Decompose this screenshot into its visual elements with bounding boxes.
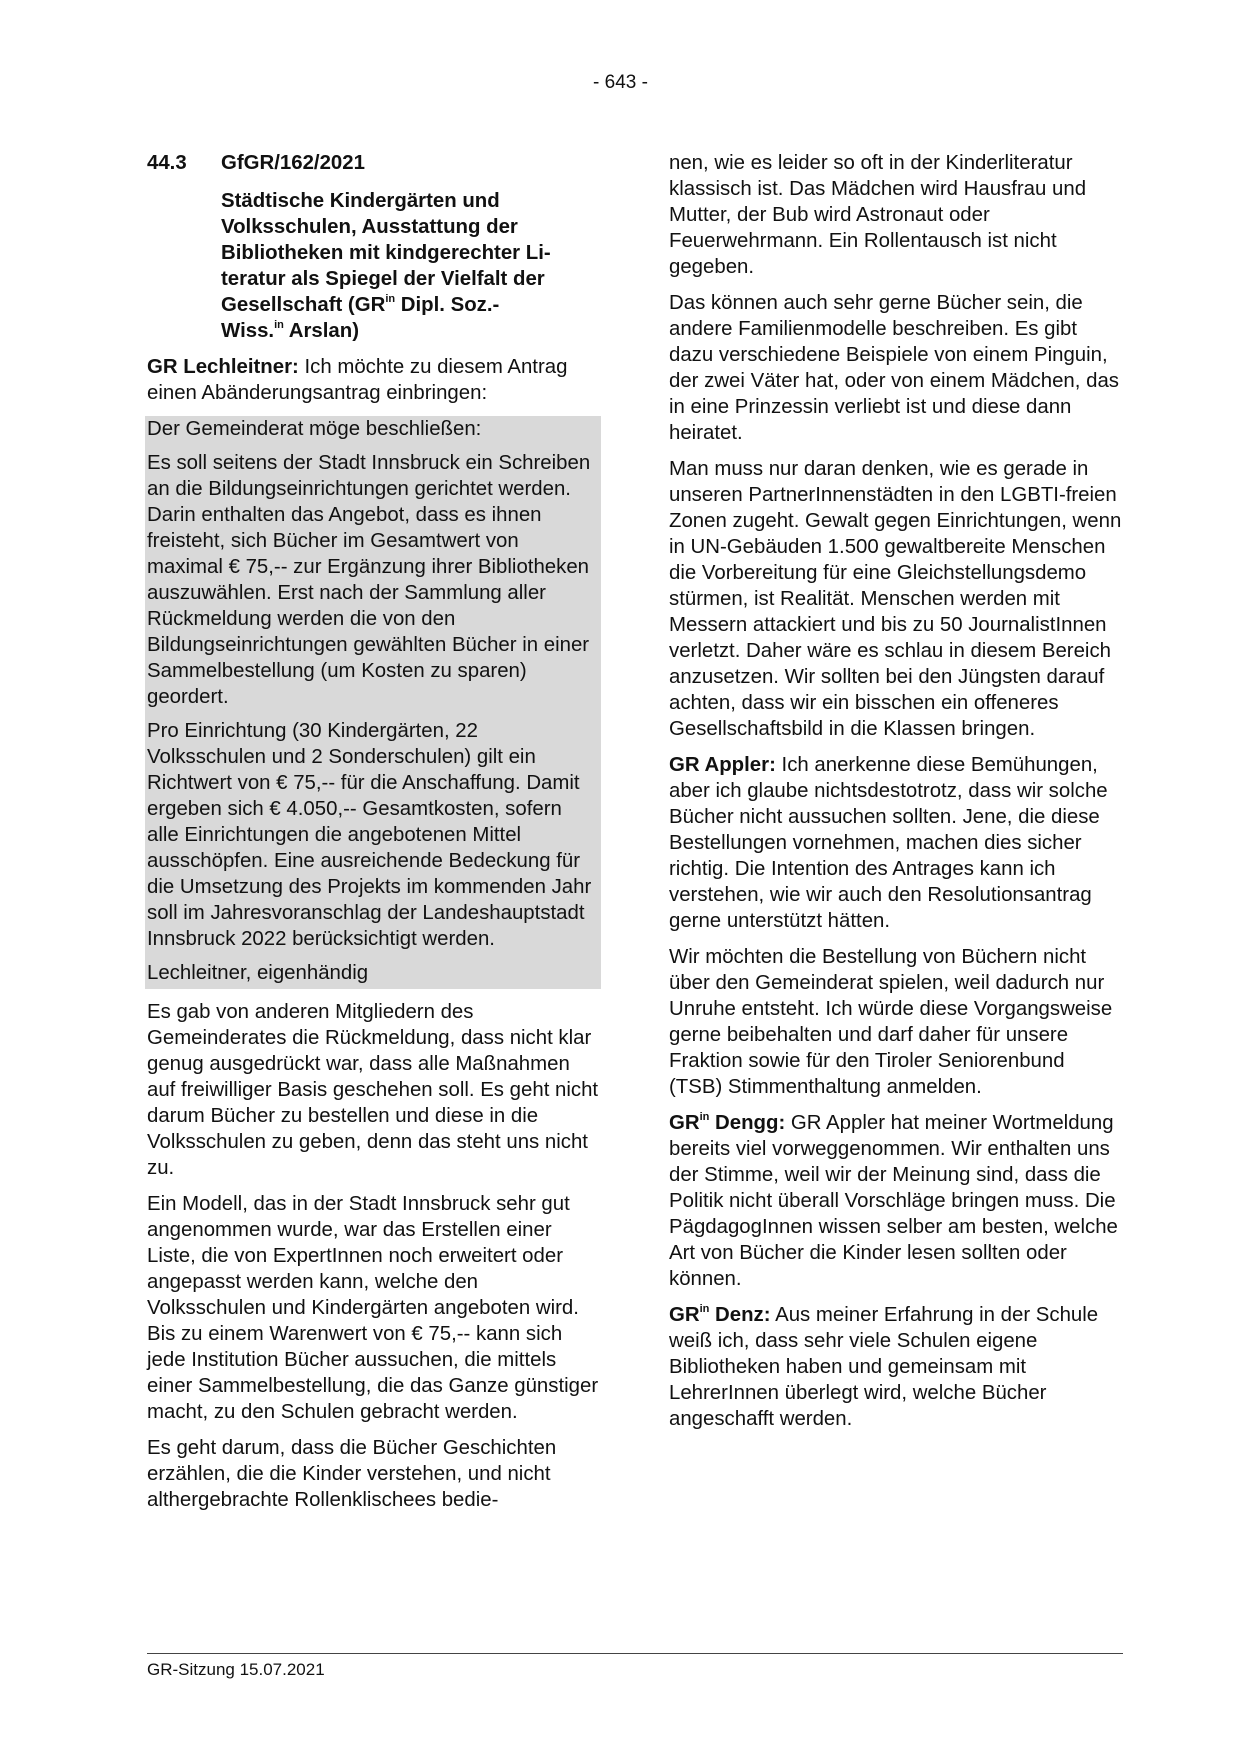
paragraph: Man muss nur daran denken, wie es gerade in unseren PartnerInnenstädten in den LGBTI-freien Zonen zugeht. Gewalt gegen Einrichtungen, wenn in UN-Gebäuden 1.500 gewaltbereite Menschen die Vorbereitung für eine Gleichstellungsdemo stürmen, ist Realität. Menschen werden mit Messern attackiert und bis zu 50 JournalistInnen verletzt. Daher wäre es schlau in diesem Bereich anzusetzen. Wir sollten bei den Jüngsten darauf achten, dass wir ein bisschen ein offeneres Gesellschaftsbild in die Klassen bringen. (669, 458, 1122, 740)
title-line: Gesellschaft ($GR^{in}$ Dipl. Soz.- (221, 293, 500, 316)
speech-denz: $GR^{in}$ Denz: Aus meiner Erfahrung in der Schule weiß ich, dass sehr viele Schulen eigene Bibliotheken haben und gemeinsam mit LehrerInnen überlegt wird, welche Bücher angeschafft werden. (669, 1303, 1099, 1430)
page-number: - 643 - (593, 72, 648, 93)
footer-session-date: GR-Sitzung 15.07.2021 (147, 1660, 325, 1679)
footer-divider (147, 1653, 1123, 1654)
agenda-item-code: GfGR/162/2021 (221, 152, 365, 174)
paragraph: Das können auch sehr gerne Bücher sein, die andere Familienmodelle beschreiben. Es gibt dazu verschiedene Beispiele von einem Pinguin, der zwei Väter hat, oder von einem Mädchen, das in eine Prinzessin verliebt ist und diese dann heiratet. (669, 292, 1119, 444)
agenda-item-number: 44.3 (147, 152, 187, 174)
motion-paragraph: Es soll seitens der Stadt Innsbruck ein Schreiben an die Bildungseinrichtungen gerichtet werden. Darin enthalten das Angebot, dass es ihnen freisteht, sich Bücher im Gesamtwert von maximal € 75,-- zur Ergänzung ihrer Bibliotheken auszuwählen. Erst nach der Sammlung aller Rückmeldung werden die von den Bildungseinrichtungen gewählten Bücher in einer Sammelbestellung (um Kosten zu sparen) geordert. (147, 452, 591, 708)
agenda-item-header (147, 150, 599, 176)
paragraph: nen, wie es leider so oft in der Kinderliteratur klassisch ist. Das Mädchen wird Hausfrau und Mutter, der Bub wird Astronaut oder Feuerwehrmann. Ein Rollentausch ist nicht gegeben. (669, 152, 1087, 278)
paragraph: Ein Modell, das in der Stadt Innsbruck sehr gut angenommen wurde, war das Erstellen einer Liste, die von ExpertInnen noch erweitert oder angepasst werden kann, welche den Volksschulen und Kindergärten angeboten wird. Bis zu einem Warenwert von € 75,-- kann sich jede Institution Bücher aussuchen, die mittels einer Sammelbestellung, die das Ganze günstiger macht, zu den Schulen gebracht werden. (147, 1193, 599, 1423)
motion-signature: Lechleitner, eigenhändig (147, 962, 369, 984)
amendment-motion-box (145, 416, 601, 989)
title-line: teratur als Spiegel der Vielfalt der (221, 268, 545, 290)
speaker-name: $GR^{in}$ Denz: (669, 1303, 771, 1326)
right-column (669, 150, 1123, 1442)
motion-paragraph: Pro Einrichtung (30 Kindergärten, 22 Volksschulen und 2 Sonderschulen) gilt ein Richtwert von € 75,-- für die Anschaffung. Damit ergeben sich € 4.050,-- Gesamtkosten, sofern alle Einrichtungen die angebotenen Mittel ausschöpfen. Eine ausreichende Bedeckung für die Umsetzung des Projekts im kommenden Jahr soll im Jahresvoranschlag der Landeshauptstadt Innsbruck 2022 berücksichtigt werden. (147, 720, 592, 950)
speaker-name: GR Appler: (669, 754, 776, 776)
agenda-item-title (221, 188, 599, 344)
paragraph: Wir möchten die Bestellung von Büchern nicht über den Gemeinderat spielen, weil dadurch nur Unruhe entsteht. Ich würde diese Vorgangsweise gerne beibehalten und darf daher für unsere Fraktion sowie für den Tiroler Seniorenbund (TSB) Stimmenthaltung anmelden. (669, 946, 1113, 1098)
motion-intro: Der Gemeinderat möge beschließen: (147, 418, 482, 440)
paragraph: Es geht darum, dass die Bücher Geschichten erzählen, die die Kinder verstehen, und nicht althergebrachte Rollenklischees bedie- (147, 1437, 557, 1511)
title-line: Bibliotheken mit kindgerechter Li- (221, 242, 551, 264)
left-column (147, 150, 599, 1523)
speech-lechleitner: GR Lechleitner: Ich möchte zu diesem Antrag einen Abänderungsantrag einbringen: (147, 356, 568, 404)
title-line: Wiss.$^{in}$ Arslan) (221, 319, 360, 342)
title-line: Städtische Kindergärten und (221, 190, 500, 212)
speech-appler: GR Appler: Ich anerkenne diese Bemühungen, aber ich glaube nichtsdestotrotz, dass wir solche Bücher nicht aussuchen sollten. Jene, die diese Bestellungen vornehmen, machen dies sicher richtig. Die Intention des Antrages kann ich verstehen, wie wir auch den Resolutionsantrag gerne unterstützt hätten. (669, 754, 1108, 932)
title-line: Volksschulen, Ausstattung der (221, 216, 518, 238)
speaker-name: GR Lechleitner: (147, 356, 299, 378)
paragraph: Es gab von anderen Mitgliedern des Gemeinderates die Rückmeldung, dass nicht klar genug ausgedrückt war, dass alle Maßnahmen auf freiwilliger Basis geschehen soll. Es geht nicht darum Bücher zu bestellen und diese in die Volksschulen zu geben, denn das steht uns nicht zu. (147, 1001, 599, 1179)
speech-dengg: $GR^{in}$ Dengg: GR Appler hat meiner Wortmeldung bereits viel vorweggenommen. Wir enthalten uns der Stimme, weil wir der Meinung sind, dass die Politik nicht überall Vorschläge bringen muss. Die PägdagogInnen wissen selber am besten, welche Art von Bücher die Kinder lesen sollten oder können. (669, 1111, 1118, 1290)
speaker-name: $GR^{in}$ Dengg: (669, 1111, 786, 1134)
